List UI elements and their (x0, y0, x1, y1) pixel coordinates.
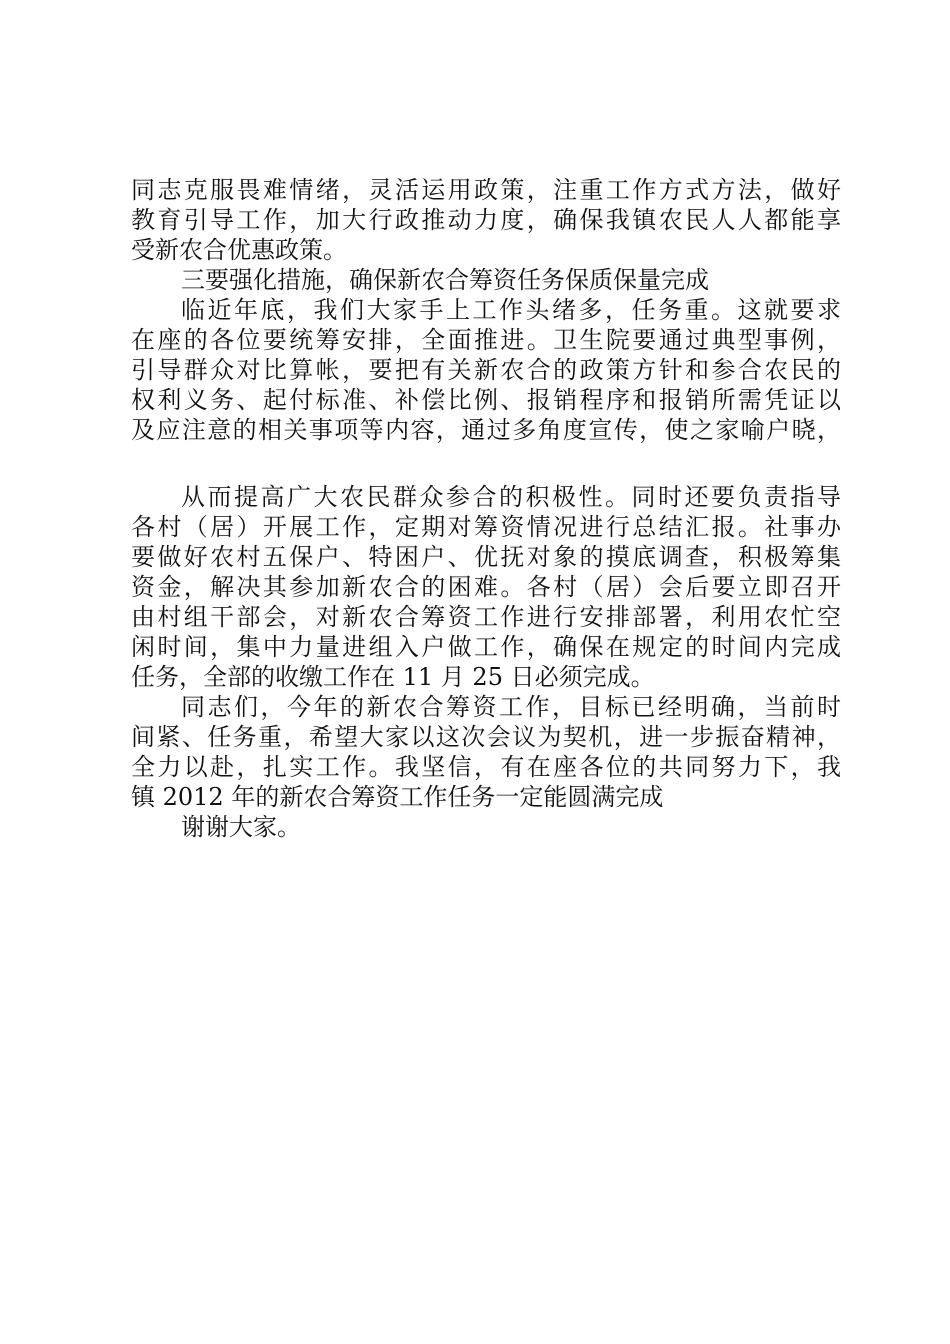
paragraph-line: 要做好农村五保户、特困户、优抚对象的摸底调查，积极筹集 (131, 543, 841, 571)
paragraph-line: 教育引导工作，加大行政推动力度，确保我镇农民人人都能享 (131, 206, 841, 234)
paragraph-line: 引导群众对比算帐，要把有关新农合的政策方针和参合农民的 (131, 356, 841, 384)
closing-line: 谢谢大家。 (181, 813, 301, 841)
text-block-lower (131, 482, 841, 842)
paragraph-line: 权利义务、起付标准、补偿比例、报销程序和报销所需凭证以 (131, 386, 841, 414)
paragraph-line: 全力以赴，扎实工作。我坚信，有在座各位的共同努力下，我 (131, 753, 841, 781)
paragraph-line: 及应注意的相关事项等内容，通过多角度宣传，使之家喻户晓， (131, 416, 841, 444)
paragraph-line: 同志克服畏难情绪，灵活运用政策，注重工作方式方法，做好 (131, 176, 841, 204)
paragraph-line: 同志们，今年的新农合筹资工作，目标已经明确，当前时 (181, 693, 841, 721)
text-block-upper (131, 175, 841, 445)
paragraph-line: 各村（居）开展工作，定期对筹资情况进行总结汇报。社事办 (131, 513, 841, 541)
paragraph-line: 镇 2012 年的新农合筹资工作任务一定能圆满完成 (131, 783, 664, 811)
paragraph-line: 临近年底，我们大家手上工作头绪多，任务重。这就要求 (181, 296, 841, 324)
paragraph-line: 从而提高广大农民群众参合的积极性。同时还要负责指导 (181, 483, 841, 511)
paragraph-line: 资金，解决其参加新农合的困难。各村（居）会后要立即召开 (131, 573, 841, 601)
paragraph-line: 受新农合优惠政策。 (131, 236, 347, 264)
paragraph-line: 在座的各位要统筹安排，全面推进。卫生院要通过典型事例， (131, 326, 841, 354)
paragraph-line: 闲时间，集中力量进组入户做工作，确保在规定的时间内完成 (131, 633, 841, 661)
paragraph-line: 任务，全部的收缴工作在 11 月 25 日必须完成。 (131, 663, 655, 691)
section-heading: 三要强化措施，确保新农合筹资任务保质保量完成 (181, 266, 709, 294)
paragraph-line: 由村组干部会，对新农合筹资工作进行安排部署，利用农忙空 (131, 603, 841, 631)
paragraph-line: 间紧、任务重，希望大家以这次会议为契机，进一步振奋精神， (131, 723, 841, 751)
